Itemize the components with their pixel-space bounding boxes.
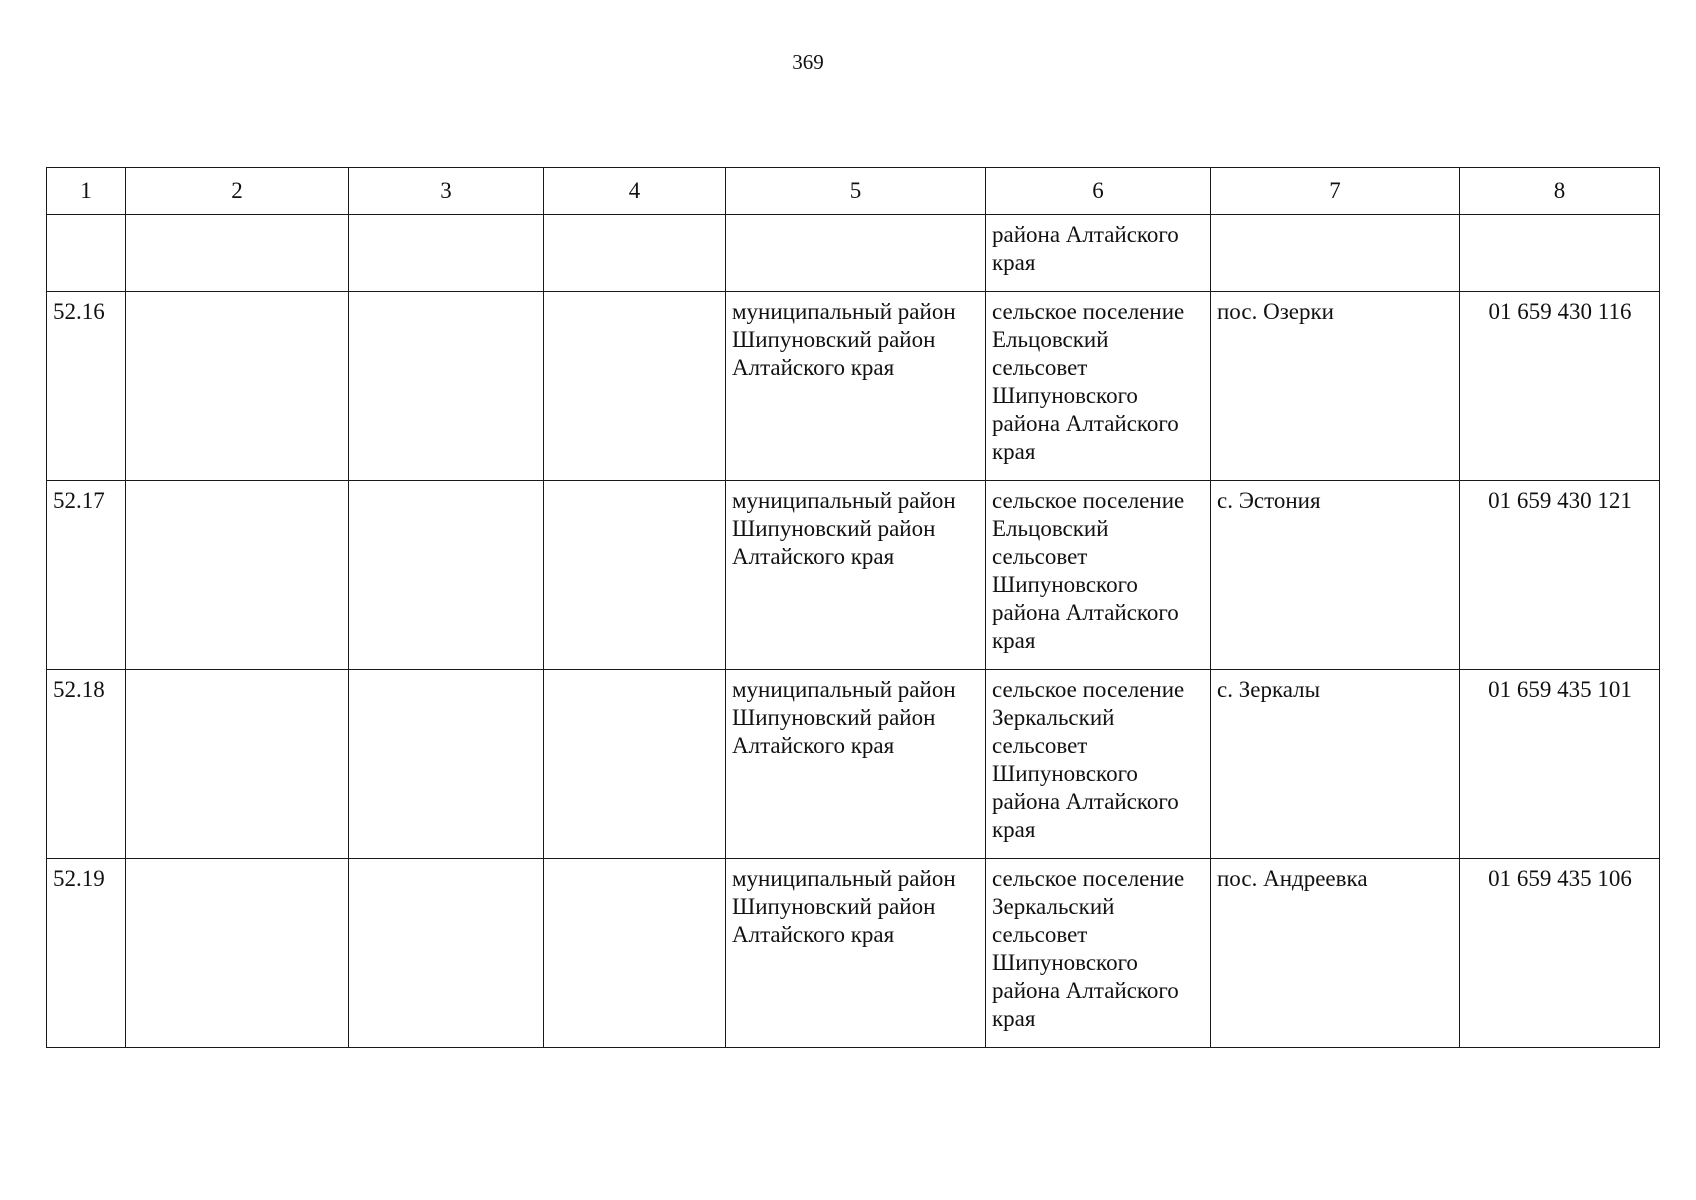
table-cell	[349, 670, 544, 859]
column-header: 7	[1211, 168, 1460, 215]
table-row	[47, 670, 1660, 859]
table-row	[47, 859, 1660, 1048]
column-header: 5	[726, 168, 986, 215]
column-header: 2	[126, 168, 349, 215]
settlement-cell: сельское поселение Зеркальский сельсовет Шипуновского района Алтайского края	[986, 859, 1211, 1048]
table-cell	[544, 292, 726, 481]
settlement-cell: сельское поселение Ельцовский сельсовет Шипуновского района Алтайского края	[986, 481, 1211, 670]
code-cell: 01 659 435 106	[1460, 859, 1660, 1048]
table-cell	[544, 481, 726, 670]
page-number: 369	[792, 50, 824, 74]
table-cell	[126, 292, 349, 481]
code-cell: 01 659 430 116	[1460, 292, 1660, 481]
table-row	[47, 481, 1660, 670]
municipal-district-cell: муниципальный район Шипуновский район Алтайского края	[726, 670, 986, 859]
table-cell	[349, 481, 544, 670]
table-cell	[126, 859, 349, 1048]
table-cell	[544, 670, 726, 859]
municipal-district-cell: муниципальный район Шипуновский район Алтайского края	[726, 292, 986, 481]
municipal-district-cell: муниципальный район Шипуновский район Алтайского края	[726, 481, 986, 670]
locality-cell	[1211, 215, 1460, 292]
table-cell	[349, 215, 544, 292]
table-row	[47, 292, 1660, 481]
column-header: 8	[1460, 168, 1660, 215]
settlement-cell: сельское поселение Зеркальский сельсовет Шипуновского района Алтайского края	[986, 670, 1211, 859]
code-cell	[1460, 215, 1660, 292]
locality-cell: пос. Озерки	[1211, 292, 1460, 481]
table-cell	[349, 292, 544, 481]
code-cell: 01 659 430 121	[1460, 481, 1660, 670]
municipal-district-cell	[726, 215, 986, 292]
locality-cell: с. Эстония	[1211, 481, 1460, 670]
column-header: 1	[47, 168, 126, 215]
column-header: 3	[349, 168, 544, 215]
table-cell	[544, 215, 726, 292]
row-number-cell: 52.18	[47, 670, 126, 859]
table-cell	[544, 859, 726, 1048]
column-header: 6	[986, 168, 1211, 215]
locality-cell: с. Зеркалы	[1211, 670, 1460, 859]
row-number-cell: 52.16	[47, 292, 126, 481]
settlement-cell: сельское поселение Ельцовский сельсовет Шипуновского района Алтайского края	[986, 292, 1211, 481]
table-cell	[126, 670, 349, 859]
row-number-cell	[47, 215, 126, 292]
table-cell	[126, 215, 349, 292]
municipal-district-cell: муниципальный район Шипуновский район Алтайского края	[726, 859, 986, 1048]
code-cell: 01 659 435 101	[1460, 670, 1660, 859]
column-header: 4	[544, 168, 726, 215]
row-number-cell: 52.19	[47, 859, 126, 1048]
settlement-cell: района Алтайского края	[986, 215, 1211, 292]
table-cell	[349, 859, 544, 1048]
settlements-table	[46, 167, 1660, 1048]
locality-cell: пос. Андреевка	[1211, 859, 1460, 1048]
continuation-row	[47, 215, 1660, 292]
row-number-cell: 52.17	[47, 481, 126, 670]
column-number-header-row	[47, 168, 1660, 215]
table-cell	[126, 481, 349, 670]
